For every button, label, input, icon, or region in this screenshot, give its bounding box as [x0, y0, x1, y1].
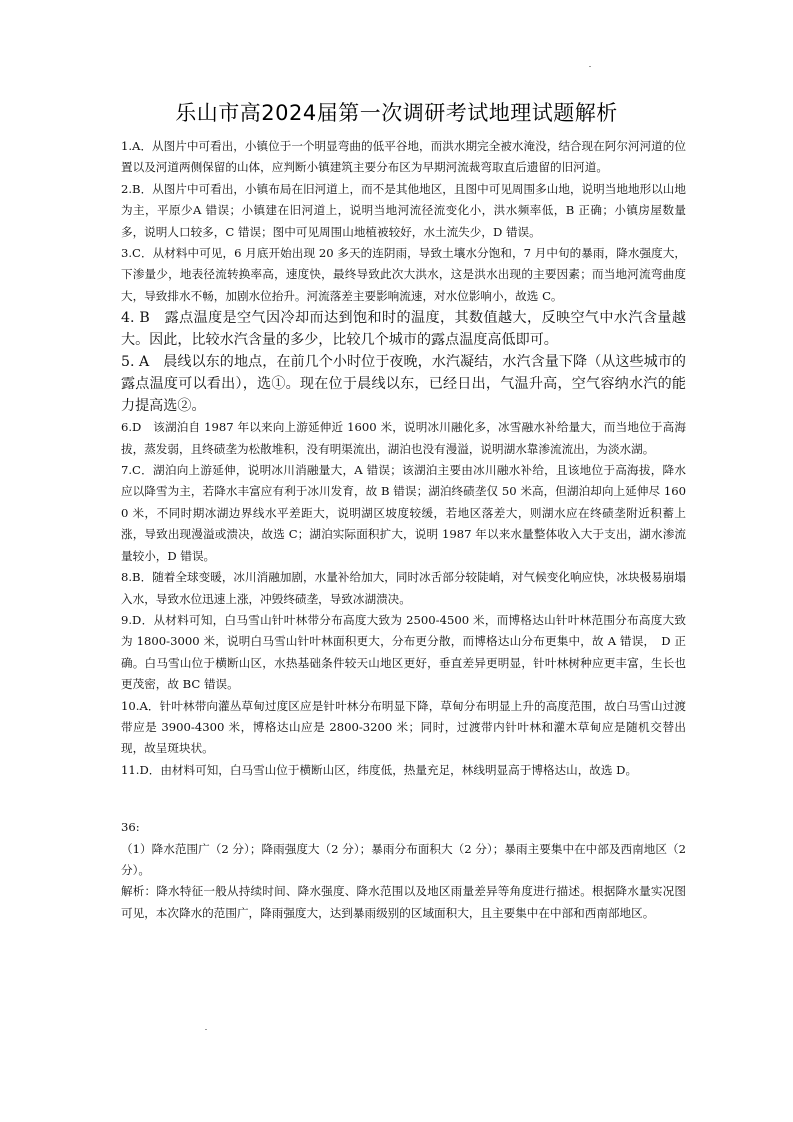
answer-1: 1.A．从图片中可看出，小镇位于一个明显弯曲的低平谷地，而洪水期完全被水淹没，结合现在阿尔河河道的位置以及河道两侧保留的山体，应判断小镇建筑主要分布区为早期河流裁弯取直后遗留的旧河道。: [121, 139, 686, 175]
answer-5: 5. A 晨线以东的地点，在前几个小时位于夜晚，水汽凝结，水汽含量下降（从这些城市的露点温度可以看出），选①。现在位于晨线以东，已经日出，气温升高，空气容纳水汽的能力提高选②。: [121, 354, 686, 415]
scan-mark: [589, 66, 591, 67]
answer-10: 10.A．针叶林带向灌丛草甸过度区应是针叶林分布明显下降，草甸分布明显上升的高度范围，故白马雪山过渡带应是 3900-4300 米，博格达山应是 2800-3200 米；同时，过渡带内针叶林和灌木草甸应是随机交替出现，故呈斑块状。: [121, 698, 686, 756]
question-36-analysis: 解析：降水特征一般从持续时间、降水强度、降水范围以及地区雨量差异等角度进行描述。根据降水量实况图可见，本次降水的范围广，降雨强度大，达到暴雨级别的区域面积大，且主要集中在中部和西南部地区。: [121, 884, 686, 920]
answer-8: 8.B．随着全球变暖，冰川消融加剧，水量补给加大，同时冰舌部分较陡峭，对气候变化响应快，冰块极易崩塌入水，导致水位迅速上涨，冲毁终碛垄，导致冰湖溃决。: [121, 570, 686, 606]
document-title: 乐山市高2024届第一次调研考试地理试题解析: [175, 101, 618, 125]
answer-body: [121, 136, 686, 924]
answer-4: 4. B 露点温度是空气因冷却而达到饱和时的温度，其数值越大，反映空气中水汽含量越大。因此，比较水汽含量的多少，比较几个城市的露点温度高低即可。: [121, 310, 686, 349]
question-36-answer: （1）降水范围广（2 分）；降雨强度大（2 分）；暴雨分布面积大（2 分）；暴雨主要集中在中部及西南地区（2 分）。: [121, 841, 686, 877]
section-gap: [121, 781, 686, 817]
answer-9: 9.D．从材料可知，白马雪山针叶林带分布高度大致为 2500-4500 米，而博格达山针叶林范围分布高度大致为 1800-3000 米，说明白马雪山针叶林面积更大，分布更分散，而博格达山分布更集中，故 A 错误， D 正确。白马雪山位于横断山区，水热基础条件较天山地区更好，垂直差异更明显，针叶林树种应更丰富，生长也更茂密，故 BC 错误。: [121, 612, 686, 692]
answer-2: 2.B．从图片中可看出，小镇布局在旧河道上，而不是其他地区，且图中可见周围多山地，说明当地地形以山地为主，平原少A 错误；小镇建在旧河道上，说明当地河流径流变化小，洪水频率低，B 正确；小镇房屋数量多，说明人口较多，C 错误；图中可见周围山地植被较好，水土流失少，D 错误。: [121, 181, 686, 239]
answer-3: 3.C．从材料中可见，6 月底开始出现 20 多天的连阴雨，导致土壤水分饱和，7 月中旬的暴雨，降水强度大，下渗量少，地表径流转换率高，速度快，最终导致此次大洪水，这是洪水出现的主要因素；而当地河流弯曲度大，导致排水不畅，加剧水位抬升。河流落差主要影响流速，对水位影响小，故选 C。: [121, 246, 686, 303]
scan-mark: [205, 1029, 207, 1030]
answer-11: 11.D．由材料可知，白马雪山位于横断山区，纬度低，热量充足，林线明显高于博格达山，故选 D。: [121, 762, 638, 777]
answer-7: 7.C．湖泊向上游延伸，说明冰川消融量大，A 错误；该湖泊主要由冰川融水补给，且该地位于高海拔，降水应以降雪为主，若降水丰富应有利于冰川发育，故 B 错误；湖泊终碛垄仅 50 米高，但湖泊却向上延伸尽 1600 米，不同时期冰湖边界线水平差距大，说明湖区坡度较缓，若地区落差大，则湖水应在终碛垄附近积蓄上涨，导致出现漫溢或溃决，故选 C；湖泊实际面积扩大，说明 1987 年以来水量整体收入大于支出，湖水渗流量较小，D 错误。: [121, 463, 686, 563]
question-36-number: 36:: [121, 820, 140, 835]
answer-6: 6.D 该湖泊自 1987 年以来向上游延伸近 1600 米，说明冰川融化多，冰雪融水补给量大，而当地位于高海拔，蒸发弱，且终碛垄为松散堆积，没有明渠流出，湖泊也没有漫溢，说明湖水靠渗流流出，为淡水湖。: [121, 420, 686, 456]
